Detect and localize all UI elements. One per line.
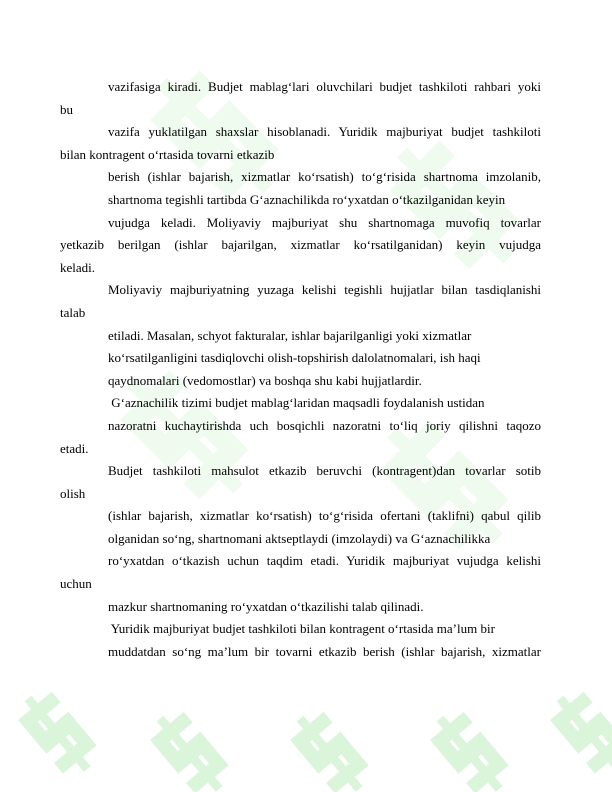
text-line: qaydnomalari (vedomostlar) va boshqa shu kabi hujjatlardir. [108, 372, 422, 388]
text-line: etiladi. Masalan, schyot fakturalar, ishlar bajarilganligi yoki xizmatlar [108, 327, 472, 343]
text-line: Budjet tashkiloti mahsulot etkazib beruvchi (kontragent)dan tovarlar sotib [108, 463, 541, 479]
text-line: nazoratni kuchaytirishda uch bosqichli nazoratni to‘liq joriy qilishni taqozo [108, 417, 541, 433]
text-line: berish (ishlar bajarish, xizmatlar ko‘rsatish) to‘g‘risida shartnoma imzolanib, [108, 169, 541, 185]
text-line: yetkazib berilgan (ishlar bajarilgan, xizmatlar ko‘rsatilganidan) keyin vujudga [60, 237, 541, 253]
text-line: keladi. [60, 259, 96, 275]
text-line: G‘aznachilik tizimi budjet mablag‘laridan maqsadli foydalanish ustidan [108, 395, 485, 411]
text-line: Moliyaviy majburiyatning yuzaga kelishi tegishli hujjatlar bilan tasdiqlanishi [108, 282, 541, 298]
text-line: muddatdan so‘ng ma’lum bir tovarni etkazib berish (ishlar bajarish, xizmatlar [108, 643, 541, 659]
text-line: vazifa yuklatilgan shaxslar hisoblanadi. Yuridik majburiyat budjet tashkiloti [108, 124, 541, 140]
text-line: (ishlar bajarish, xizmatlar ko‘rsatish) to‘g‘risida ofertani (taklifni) qabul qilib [108, 508, 541, 524]
text-line: etadi. [60, 440, 89, 456]
text-line: bu [60, 101, 73, 117]
text-line: bilan kontragent o‘rtasida tovarni etkazib [60, 146, 275, 162]
text-line: shartnoma tegishli tartibda G‘aznachilikda ro‘yxatdan o‘tkazilganidan keyin [108, 191, 506, 207]
text-line: ko‘rsatilganligini tasdiqlovchi olish-topshirish dalolatnomalari, ish haqi [108, 350, 481, 366]
text-line: ro‘yxatdan o‘tkazish uchun taqdim etadi. Yuridik majburiyat vujudga kelishi [108, 553, 541, 569]
text-line: talab [60, 304, 86, 320]
text-line: uchun [60, 576, 92, 592]
text-line: Yuridik majburiyat budjet tashkiloti bilan kontragent o‘rtasida ma’lum bir [108, 621, 495, 637]
text-line: vujudga keladi. Moliyaviy majburiyat shu shartnomaga muvofiq tovarlar [108, 214, 541, 230]
text-line: mazkur shartnomaning ro‘yxatdan o‘tkazilishi talab qilinadi. [108, 598, 424, 614]
text-line: vazifasiga kiradi. Budjet mablag‘lari oluvchilari budjet tashkiloti rahbari yoki [108, 79, 541, 94]
text-line: olganidan so‘ng, shartnomani aktseptlaydi (imzolaydi) va G‘aznachilikka [108, 530, 491, 546]
text-line: olish [60, 485, 86, 501]
document-body [60, 76, 541, 663]
